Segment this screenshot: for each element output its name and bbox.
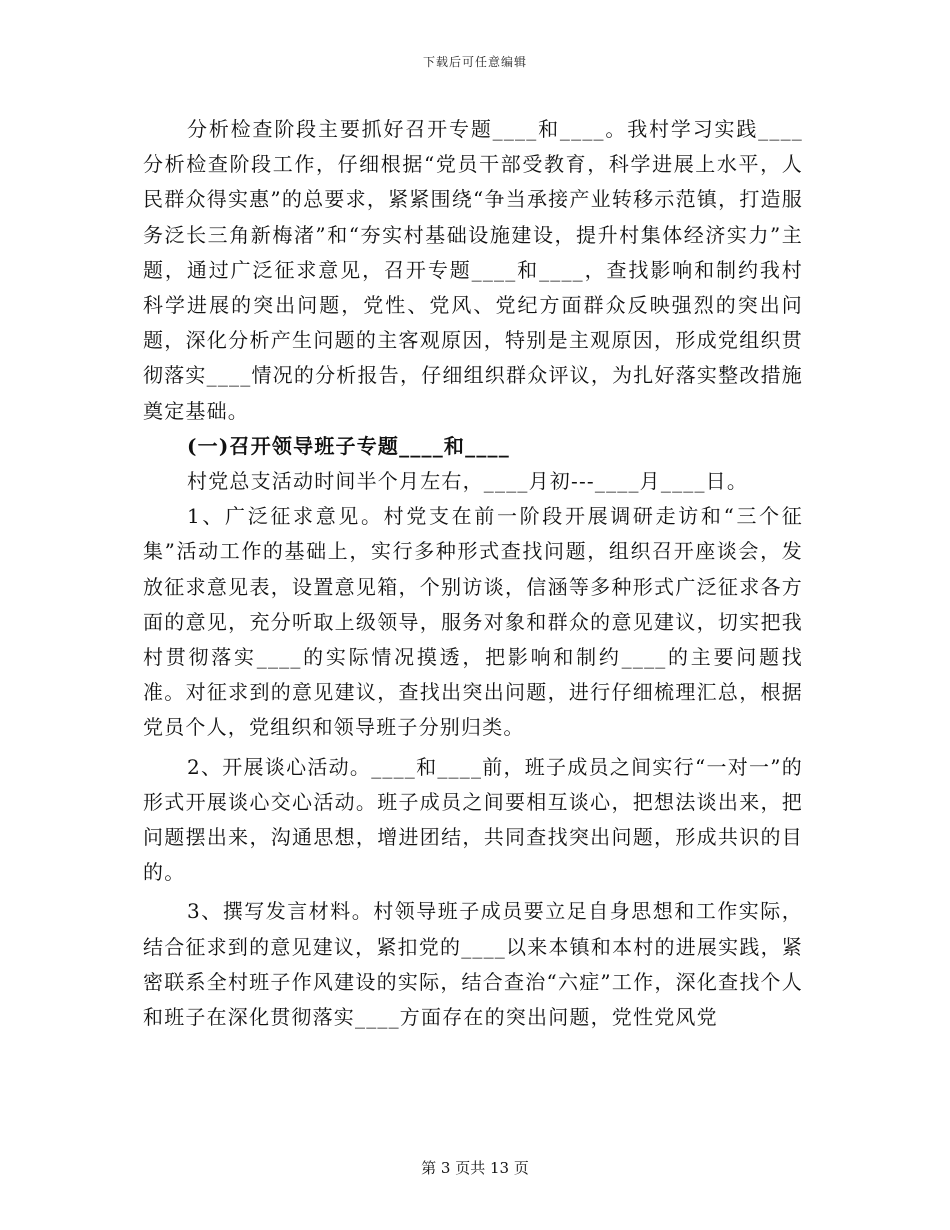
document-body [143,112,803,1035]
page-header: 下载后可任意编辑 [422,55,527,69]
page-number: 第 3 页共 13 页 [421,1159,529,1177]
paragraph-schedule: 村党总支活动时间半个月左右，____月初---____月____日。 [187,469,749,494]
paragraph-intro: 分析检查阶段主要抓好召开专题____和____。我村学习实践____分析检查阶段工作，仔细根据“党员干部受教育，科学进展上水平，人民群众得实惠”的总要求，紧紧围绕“争当承接产业转移示范镇，打造服务泛长三角新梅渚”和“夯实村基础设施建设，提升村集体经济实力”主题，通过广泛征求意见，召开专题____和____，查找影响和制约我村科学进展的突出问题，党性、党风、党纪方面群众反映强烈的突出问题，深化分析产生问题的主客观原因，特别是主观原因，形成党组织贯彻落实____情况的分析报告，仔细组织群众评议，为扎好落实整改措施奠定基础。 [143,117,803,423]
section-heading: (一)召开领导班子专题____和____ [187,433,510,458]
paragraph-item-2: 2、开展谈心活动。____和____前，班子成员之间实行“一对一”的形式开展谈心交心活动。班子成员之间要相互谈心，把想法谈出来，把问题摆出来，沟通思想，增进团结，共同查找突出问题，形成共识的目的。 [143,754,803,885]
paragraph-item-3: 3、撰写发言材料。村领导班子成员要立足自身思想和工作实际，结合征求到的意见建议，紧扣党的____以来本镇和本村的进展实践，紧密联系全村班子作风建设的实际，结合查治“六症”工作，深化查找个人和班子在深化贯彻落实____方面存在的突出问题，党性党风党 [143,899,803,1030]
paragraph-item-1: 1、广泛征求意见。村党支在前一阶段开展调研走访和“三个征集”活动工作的基础上，实行多种形式查找问题，组织召开座谈会，发放征求意见表，设置意见箱，个别访谈，信涵等多种形式广泛征求各方面的意见，充分听取上级领导，服务对象和群众的意见建议，切实把我村贯彻落实____的实际情况摸透，把影响和制约____的主要问题找准。对征求到的意见建议，查找出突出问题，进行仔细梳理汇总，根据党员个人，党组织和领导班子分别归类。 [143,504,803,740]
